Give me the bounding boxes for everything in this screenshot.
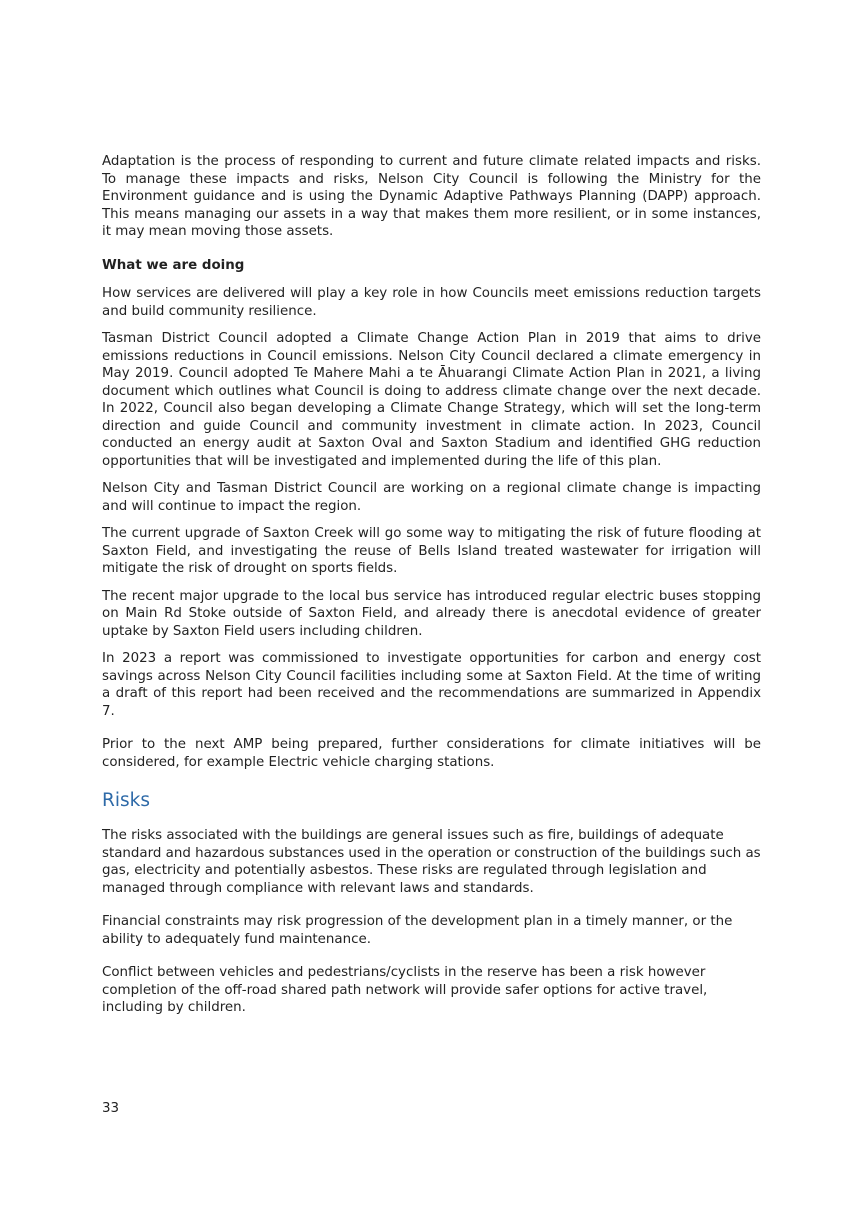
body-paragraph: In 2023 a report was commissioned to investigate opportunities for carbon and energy cost savings across Nelson City Council facilities including some at Saxton Field. At the time of writing a draft of this report had been received and the recommendations are summarized in Appendix 7. [102, 651, 761, 719]
intro-paragraph: Adaptation is the process of responding to current and future climate related impacts and risks. To manage these impacts and risks, Nelson City Council is following the Ministry for the Environment guidance and is using the Dynamic Adaptive Pathways Planning (DAPP) approach. This means managing our assets in a way that makes them more resilient, or in some instances, it may mean moving those assets. [102, 154, 761, 239]
risks-paragraph: The risks associated with the buildings are general issues such as fire, buildings of adequate standard and hazardous substances used in the operation or construction of the buildings such as gas, electricity and potentially asbestos. These risks are regulated through legislation and managed through compliance with relevant laws and standards. [102, 828, 761, 896]
page-number: 33 [102, 1101, 120, 1116]
body-paragraph: Prior to the next AMP being prepared, further considerations for climate initiatives will be considered, for example Electric vehicle charging stations. [102, 737, 761, 770]
body-paragraph: Tasman District Council adopted a Climate Change Action Plan in 2019 that aims to drive emissions reductions in Council emissions. Nelson City Council declared a climate emergency in May 2019. Council adopted Te Mahere Mahi a te Āhuarangi Climate Action Plan in 2021, a living document which outlines what Council is doing to address climate change over the next decade. In 2022, Council also began developing a Climate Change Strategy, which will set the long-term direction and guide Council and community investment in climate action. In 2023, Council conducted an energy audit at Saxton Oval and Saxton Stadium and identified GHG reduction opportunities that will be investigated and implemented during the life of this plan. [102, 331, 761, 469]
risks-paragraph: Financial constraints may risk progression of the development plan in a timely manner, or the ability to adequately fund maintenance. [102, 914, 733, 947]
body-paragraph: The recent major upgrade to the local bus service has introduced regular electric buses stopping on Main Rd Stoke outside of Saxton Field, and already there is anecdotal evidence of greater uptake by Saxton Field users including children. [102, 588, 761, 639]
body-paragraph: Nelson City and Tasman District Council are working on a regional climate change is impacting and will continue to impact the region. [102, 481, 761, 514]
body-paragraph: How services are delivered will play a key role in how Councils meet emissions reduction targets and build community resilience. [102, 286, 761, 319]
risks-paragraph: Conflict between vehicles and pedestrians/cyclists in the reserve has been a risk however completion of the off-road shared path network will provide safer options for active travel, including by children. [102, 965, 708, 1015]
what-we-are-doing-heading: What we are doing [102, 257, 245, 273]
risks-heading: Risks [102, 790, 150, 811]
page-content [102, 153, 761, 1017]
body-paragraph: The current upgrade of Saxton Creek will go some way to mitigating the risk of future flooding at Saxton Field, and investigating the reuse of Bells Island treated wastewater for irrigation will mitigate the risk of drought on sports fields. [102, 526, 761, 576]
